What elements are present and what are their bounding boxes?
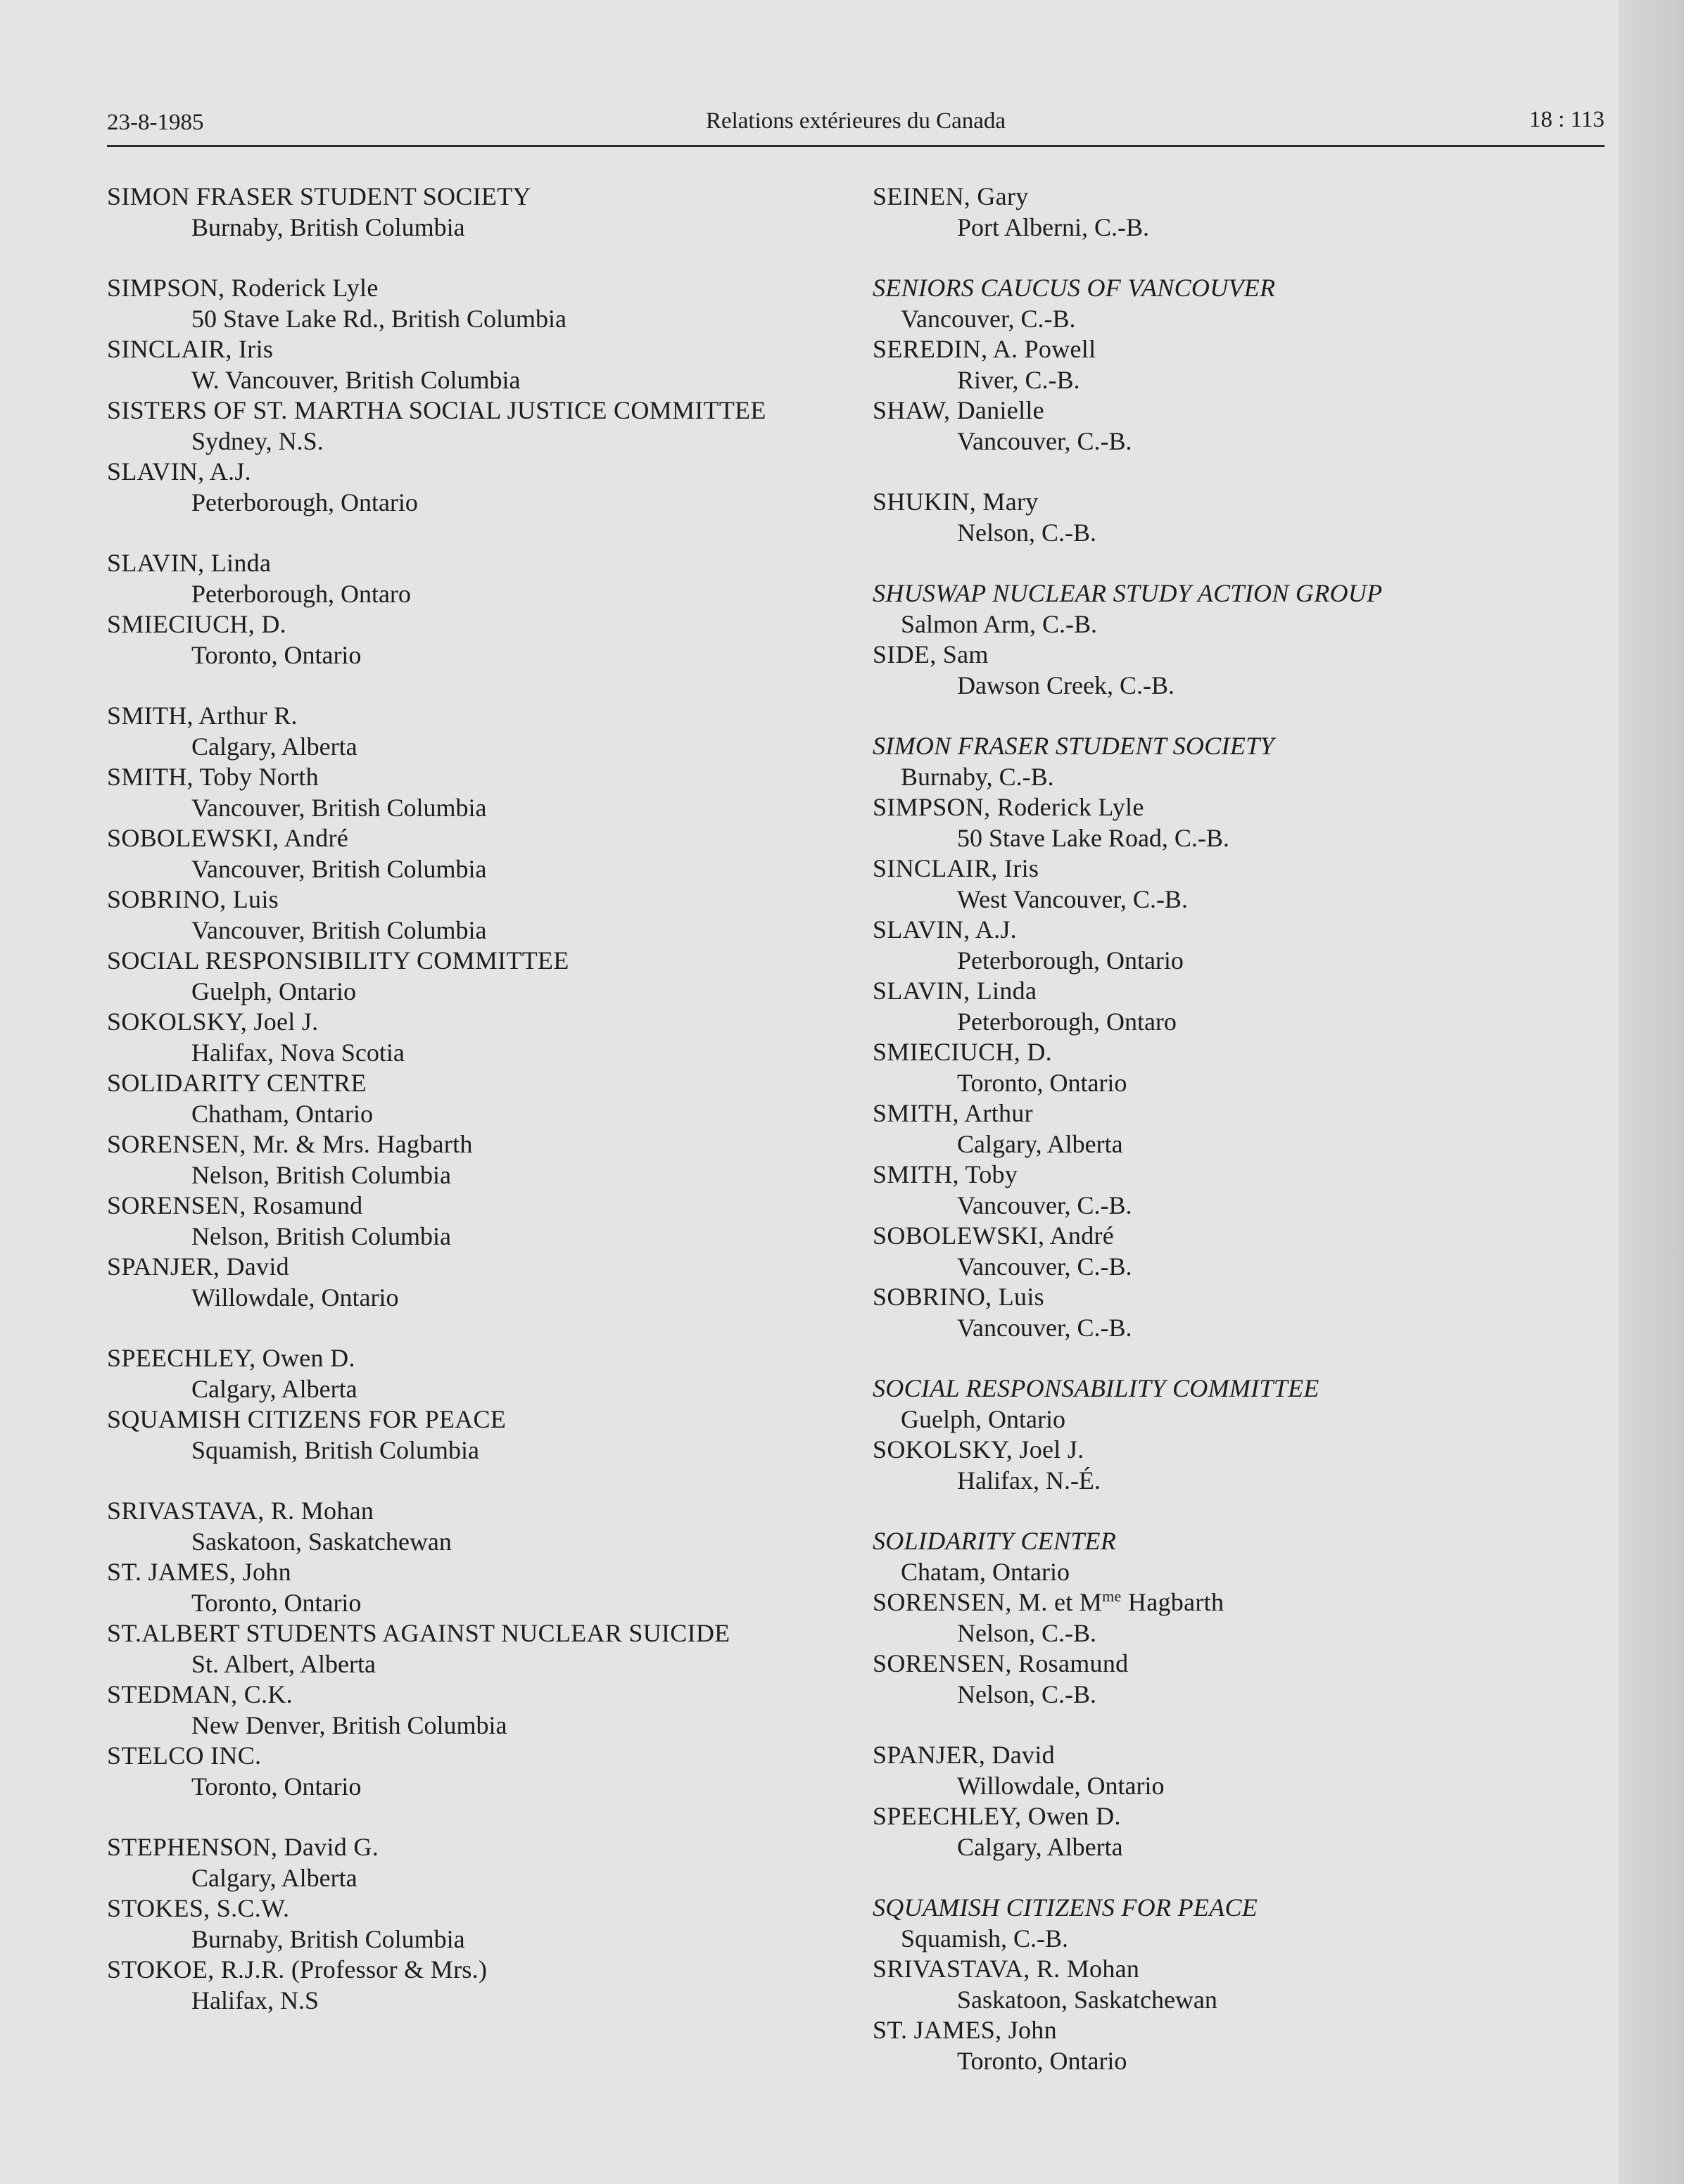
directory-entry <box>107 1618 853 1680</box>
directory-entry <box>107 1741 853 1802</box>
entry-name-text: SOBOLEWSKI, André <box>873 1221 1115 1250</box>
entry-name-text: SOBRINO, Luis <box>873 1283 1044 1311</box>
entry-name-text: SINCLAIR, Iris <box>107 335 274 363</box>
entry-location: St. Albert, Alberta <box>191 1649 376 1678</box>
entry-name <box>873 1282 1604 1313</box>
entry-location: Calgary, Alberta <box>957 1129 1123 1158</box>
entry-name <box>873 1373 1604 1404</box>
entry-name <box>107 1496 853 1527</box>
entry-name <box>107 334 853 365</box>
entry-name <box>873 1649 1604 1680</box>
directory-entry <box>107 1832 853 1893</box>
directory-entry <box>107 609 853 671</box>
entry-location: Vancouver, C.-B. <box>957 1313 1132 1342</box>
entry-location: Calgary, Alberta <box>957 1832 1123 1861</box>
entry-name-text: SPEECHLEY, Owen D. <box>873 1802 1121 1830</box>
directory-entry <box>873 1282 1604 1343</box>
directory-entry <box>873 1435 1604 1496</box>
directory-entry <box>107 1129 853 1191</box>
directory-entry <box>107 884 853 946</box>
entry-name <box>107 1191 853 1221</box>
entry-name <box>873 273 1604 304</box>
entry-name-text: SIMON FRASER STUDENT SOCIETY <box>107 182 531 210</box>
entry-name <box>107 457 853 488</box>
entry-name-text: SHUSWAP NUCLEAR STUDY ACTION GROUP <box>873 579 1383 607</box>
entry-name-text: SENIORS CAUCUS OF VANCOUVER <box>873 274 1276 302</box>
page-header <box>107 104 1604 146</box>
entry-location: Vancouver, British Columbia <box>191 854 487 883</box>
entry-name <box>107 946 853 977</box>
entry-location: 50 Stave Lake Rd., British Columbia <box>191 304 566 333</box>
entry-name-text: SHAW, Danielle <box>873 396 1044 424</box>
entry-name <box>873 1221 1604 1252</box>
directory-entry <box>873 1893 1604 1954</box>
entry-location: Sydney, N.S. <box>191 426 324 455</box>
entry-location: Guelph, Ontario <box>901 1404 1065 1433</box>
entry-location: Squamish, C.-B. <box>901 1924 1069 1953</box>
entry-name <box>873 1160 1604 1191</box>
directory-entry <box>873 731 1604 792</box>
entry-name <box>107 762 853 793</box>
directory-entry <box>873 487 1604 548</box>
page-edge-shadow <box>1619 0 1684 2184</box>
entry-name <box>873 640 1604 671</box>
entry-name-text: SINCLAIR, Iris <box>873 854 1039 882</box>
entry-location: Vancouver, British Columbia <box>191 915 487 944</box>
entry-name-text: SEINEN, Gary <box>873 182 1029 210</box>
entry-name-text: SIMON FRASER STUDENT SOCIETY <box>873 732 1274 760</box>
entry-name <box>107 1680 853 1710</box>
right-column <box>873 182 1604 2076</box>
directory-entry <box>107 1557 853 1618</box>
entry-name <box>873 1954 1604 1985</box>
entry-location: Port Alberni, C.-B. <box>957 212 1150 241</box>
directory-entry <box>107 182 853 243</box>
entry-name-text: STEPHENSON, David G. <box>107 1833 379 1861</box>
entry-name <box>107 1832 853 1863</box>
entry-location: Chatam, Ontario <box>901 1557 1070 1586</box>
entry-name-text: SOLIDARITY CENTRE <box>107 1069 367 1097</box>
entry-location: Halifax, N.S <box>191 1986 319 2014</box>
entry-name <box>873 853 1604 884</box>
directory-entry <box>107 457 853 518</box>
directory-entry <box>873 1221 1604 1282</box>
entry-name-text: SORENSEN, M. et M <box>873 1588 1103 1616</box>
directory-entry <box>873 1587 1604 1649</box>
entry-name-text: SLAVIN, Linda <box>873 977 1037 1005</box>
directory-entry <box>873 1098 1604 1160</box>
header-title: Relations extérieures du Canada <box>705 108 1006 134</box>
entry-name <box>873 1801 1604 1832</box>
entry-name-text: SOCIAL RESPONSABILITY COMMITTEE <box>873 1374 1319 1402</box>
entry-name <box>873 334 1604 365</box>
entry-location: Willowdale, Ontario <box>957 1771 1165 1800</box>
entry-location: Burnaby, British Columbia <box>191 1924 465 1953</box>
entry-location: Guelph, Ontario <box>191 977 356 1005</box>
entry-location: Saskatoon, Saskatchewan <box>957 1985 1217 2014</box>
entry-name <box>873 1893 1604 1924</box>
entry-name <box>107 1893 853 1924</box>
directory-entry <box>107 762 853 823</box>
entry-name <box>873 1037 1604 1068</box>
directory-entry <box>873 1740 1604 1801</box>
entry-location: Burnaby, C.-B. <box>901 762 1054 791</box>
header-rule <box>107 145 1604 147</box>
entry-name <box>107 1404 853 1435</box>
header-page-number: 18 : 113 <box>1529 107 1604 132</box>
entry-name <box>873 395 1604 426</box>
entry-location: Squamish, British Columbia <box>191 1435 480 1464</box>
entry-name <box>873 2015 1604 2046</box>
directory-entry <box>873 1526 1604 1587</box>
entry-location: Toronto, Ontario <box>191 1588 362 1617</box>
directory-entry <box>107 1404 853 1466</box>
entry-name <box>107 823 853 854</box>
directory-entry <box>873 976 1604 1037</box>
directory-entry <box>107 1252 853 1313</box>
directory-entry <box>873 334 1604 395</box>
entry-name <box>873 1435 1604 1466</box>
entry-location: Nelson, British Columbia <box>191 1221 451 1250</box>
directory-entry <box>107 1191 853 1252</box>
entry-name-text: SORENSEN, Rosamund <box>873 1649 1129 1677</box>
entry-name <box>873 1526 1604 1557</box>
directory-entry <box>873 182 1604 243</box>
entry-location: Vancouver, C.-B. <box>957 426 1132 455</box>
entry-name <box>873 578 1604 609</box>
entry-location: Toronto, Ontario <box>191 1772 362 1801</box>
entry-location: Dawson Creek, C.-B. <box>957 671 1175 699</box>
entry-location: Nelson, C.-B. <box>957 1680 1096 1708</box>
directory-entry <box>873 273 1604 334</box>
entry-name-text: SMITH, Toby North <box>107 763 319 791</box>
entry-name-text: SORENSEN, Rosamund <box>107 1191 363 1219</box>
entry-name-text: SHUKIN, Mary <box>873 488 1039 516</box>
entry-name-text: SISTERS OF ST. MARTHA SOCIAL JUSTICE COMMITTEE <box>107 396 766 424</box>
directory-entry <box>873 792 1604 853</box>
entry-location: Peterborough, Ontaro <box>957 1007 1177 1036</box>
entry-name-text: SLAVIN, Linda <box>107 549 272 577</box>
entry-name <box>873 487 1604 518</box>
directory-entry <box>873 395 1604 457</box>
left-column <box>107 182 853 2016</box>
entry-name-text: SMITH, Arthur <box>873 1099 1033 1127</box>
entry-location: Calgary, Alberta <box>191 1374 357 1403</box>
entry-name <box>873 915 1604 946</box>
entry-name-text: SLAVIN, A.J. <box>873 915 1017 944</box>
entry-location: Willowdale, Ontario <box>191 1283 399 1312</box>
directory-entry <box>873 1160 1604 1221</box>
entry-name-text: SRIVASTAVA, R. Mohan <box>873 1955 1140 1983</box>
entry-location: 50 Stave Lake Road, C.-B. <box>957 823 1229 852</box>
directory-entry <box>107 701 853 762</box>
entry-name <box>107 1129 853 1160</box>
entry-name-text: SOKOLSKY, Joel J. <box>107 1008 319 1036</box>
directory-entry <box>107 395 853 457</box>
entry-name-text: SPANJER, David <box>873 1741 1055 1769</box>
directory-entry <box>107 1068 853 1129</box>
entry-name <box>873 976 1604 1007</box>
entry-location: Peterborough, Ontaro <box>191 579 411 608</box>
directory-entry <box>107 273 853 334</box>
entry-name-text: SOLIDARITY CENTER <box>873 1527 1117 1555</box>
entry-name-text: SPANJER, David <box>107 1252 289 1281</box>
entry-name-text: STEDMAN, C.K. <box>107 1680 293 1708</box>
entry-name <box>873 792 1604 823</box>
entry-name-text: SEREDIN, A. Powell <box>873 335 1096 363</box>
entry-name-text: STOKOE, R.J.R. (Professor & Mrs.) <box>107 1955 488 1983</box>
entry-name-text: SIDE, Sam <box>873 640 989 668</box>
directory-entry <box>873 1801 1604 1862</box>
entry-location: Toronto, Ontario <box>191 640 362 669</box>
entry-name-text: SIMPSON, Roderick Lyle <box>107 274 379 302</box>
entry-name-text: ST.ALBERT STUDENTS AGAINST NUCLEAR SUICIDE <box>107 1619 730 1647</box>
entry-name-text: SMITH, Toby <box>873 1160 1018 1188</box>
entry-location: Toronto, Ontario <box>957 1068 1127 1097</box>
directory-entry <box>873 640 1604 701</box>
directory-entry <box>107 823 853 884</box>
entry-name <box>873 1098 1604 1129</box>
entry-name-text: SORENSEN, Mr. & Mrs. Hagbarth <box>107 1130 473 1158</box>
directory-entry <box>107 1955 853 2016</box>
entry-name-text: SOBRINO, Luis <box>107 885 279 913</box>
entry-name <box>107 273 853 304</box>
entry-location: New Denver, British Columbia <box>191 1710 507 1739</box>
entry-name-text: SPEECHLEY, Owen D. <box>107 1344 355 1372</box>
directory-entry <box>873 915 1604 976</box>
entry-location: Nelson, C.-B. <box>957 1618 1096 1647</box>
entry-name-text: SQUAMISH CITIZENS FOR PEACE <box>873 1893 1258 1922</box>
entry-location: Calgary, Alberta <box>191 1863 357 1892</box>
entry-name <box>107 1618 853 1649</box>
entry-name <box>107 1343 853 1374</box>
entry-name-text: SMIECIUCH, D. <box>873 1038 1052 1066</box>
entry-location: W. Vancouver, British Columbia <box>191 365 521 394</box>
entry-name <box>107 1068 853 1099</box>
entry-location: Halifax, Nova Scotia <box>191 1038 405 1067</box>
entry-location: Peterborough, Ontario <box>957 946 1184 974</box>
directory-entry <box>873 2015 1604 2076</box>
entry-name <box>107 548 853 579</box>
entry-name <box>107 1955 853 1986</box>
entry-location: Nelson, C.-B. <box>957 518 1096 547</box>
entry-location: River, C.-B. <box>957 365 1080 394</box>
entry-location: Halifax, N.-É. <box>957 1466 1101 1494</box>
directory-entry <box>873 1373 1604 1435</box>
entry-name <box>873 182 1604 212</box>
entry-location: Vancouver, C.-B. <box>901 304 1076 333</box>
directory-entry <box>873 1037 1604 1098</box>
directory-entry <box>873 853 1604 915</box>
entry-name-text: SQUAMISH CITIZENS FOR PEACE <box>107 1405 507 1433</box>
entry-name-text: SMIECIUCH, D. <box>107 610 286 638</box>
entry-name <box>107 609 853 640</box>
entry-name-text: ST. JAMES, John <box>107 1558 291 1586</box>
entry-name <box>873 1740 1604 1771</box>
entry-name <box>107 1741 853 1772</box>
entry-name <box>107 1557 853 1588</box>
directory-entry <box>107 334 853 395</box>
entry-name <box>107 1007 853 1038</box>
directory-entry <box>107 946 853 1007</box>
entry-location: Nelson, British Columbia <box>191 1160 451 1189</box>
entry-location: Vancouver, C.-B. <box>957 1191 1132 1219</box>
entry-name-text: SOCIAL RESPONSIBILITY COMMITTEE <box>107 946 569 974</box>
entry-location: Burnaby, British Columbia <box>191 212 465 241</box>
entry-name-text: ST. JAMES, John <box>873 2016 1057 2044</box>
entry-location: Vancouver, British Columbia <box>191 793 487 822</box>
entry-name-text: STOKES, S.C.W. <box>107 1894 290 1922</box>
entry-name-tail: Hagbarth <box>1121 1588 1224 1616</box>
entry-location: Calgary, Alberta <box>191 732 357 761</box>
entry-name-text: STELCO INC. <box>107 1741 262 1770</box>
directory-entry <box>107 1007 853 1068</box>
entry-location: Toronto, Ontario <box>957 2046 1127 2075</box>
entry-name-text: SLAVIN, A.J. <box>107 457 251 485</box>
directory-entry <box>107 1893 853 1955</box>
entry-name-text: SOBOLEWSKI, André <box>107 824 349 852</box>
entry-location: West Vancouver, C.-B. <box>957 884 1188 913</box>
entry-name <box>107 884 853 915</box>
entry-name <box>107 1252 853 1283</box>
entry-name <box>107 701 853 732</box>
directory-entry <box>107 548 853 609</box>
directory-entry <box>107 1680 853 1741</box>
entry-name <box>873 1587 1604 1618</box>
directory-entry <box>873 1954 1604 2015</box>
entry-name-text: SOKOLSKY, Joel J. <box>873 1435 1084 1464</box>
directory-entry <box>873 578 1604 640</box>
entry-location: Peterborough, Ontario <box>191 488 418 516</box>
entry-name-text: SIMPSON, Roderick Lyle <box>873 793 1144 821</box>
entry-location: Salmon Arm, C.-B. <box>901 609 1098 638</box>
entry-location: Chatham, Ontario <box>191 1099 373 1128</box>
entry-name <box>107 182 853 212</box>
header-date: 23-8-1985 <box>107 110 204 135</box>
entry-name <box>107 395 853 426</box>
entry-location: Saskatoon, Saskatchewan <box>191 1527 452 1556</box>
directory-entry <box>873 1649 1604 1710</box>
directory-entry <box>107 1496 853 1557</box>
entry-name <box>873 731 1604 762</box>
entry-name-text: SRIVASTAVA, R. Mohan <box>107 1497 374 1525</box>
entry-name-text: SMITH, Arthur R. <box>107 701 298 730</box>
entry-name-superscript: me <box>1102 1587 1122 1605</box>
entry-location: Vancouver, C.-B. <box>957 1252 1132 1281</box>
directory-entry <box>107 1343 853 1404</box>
